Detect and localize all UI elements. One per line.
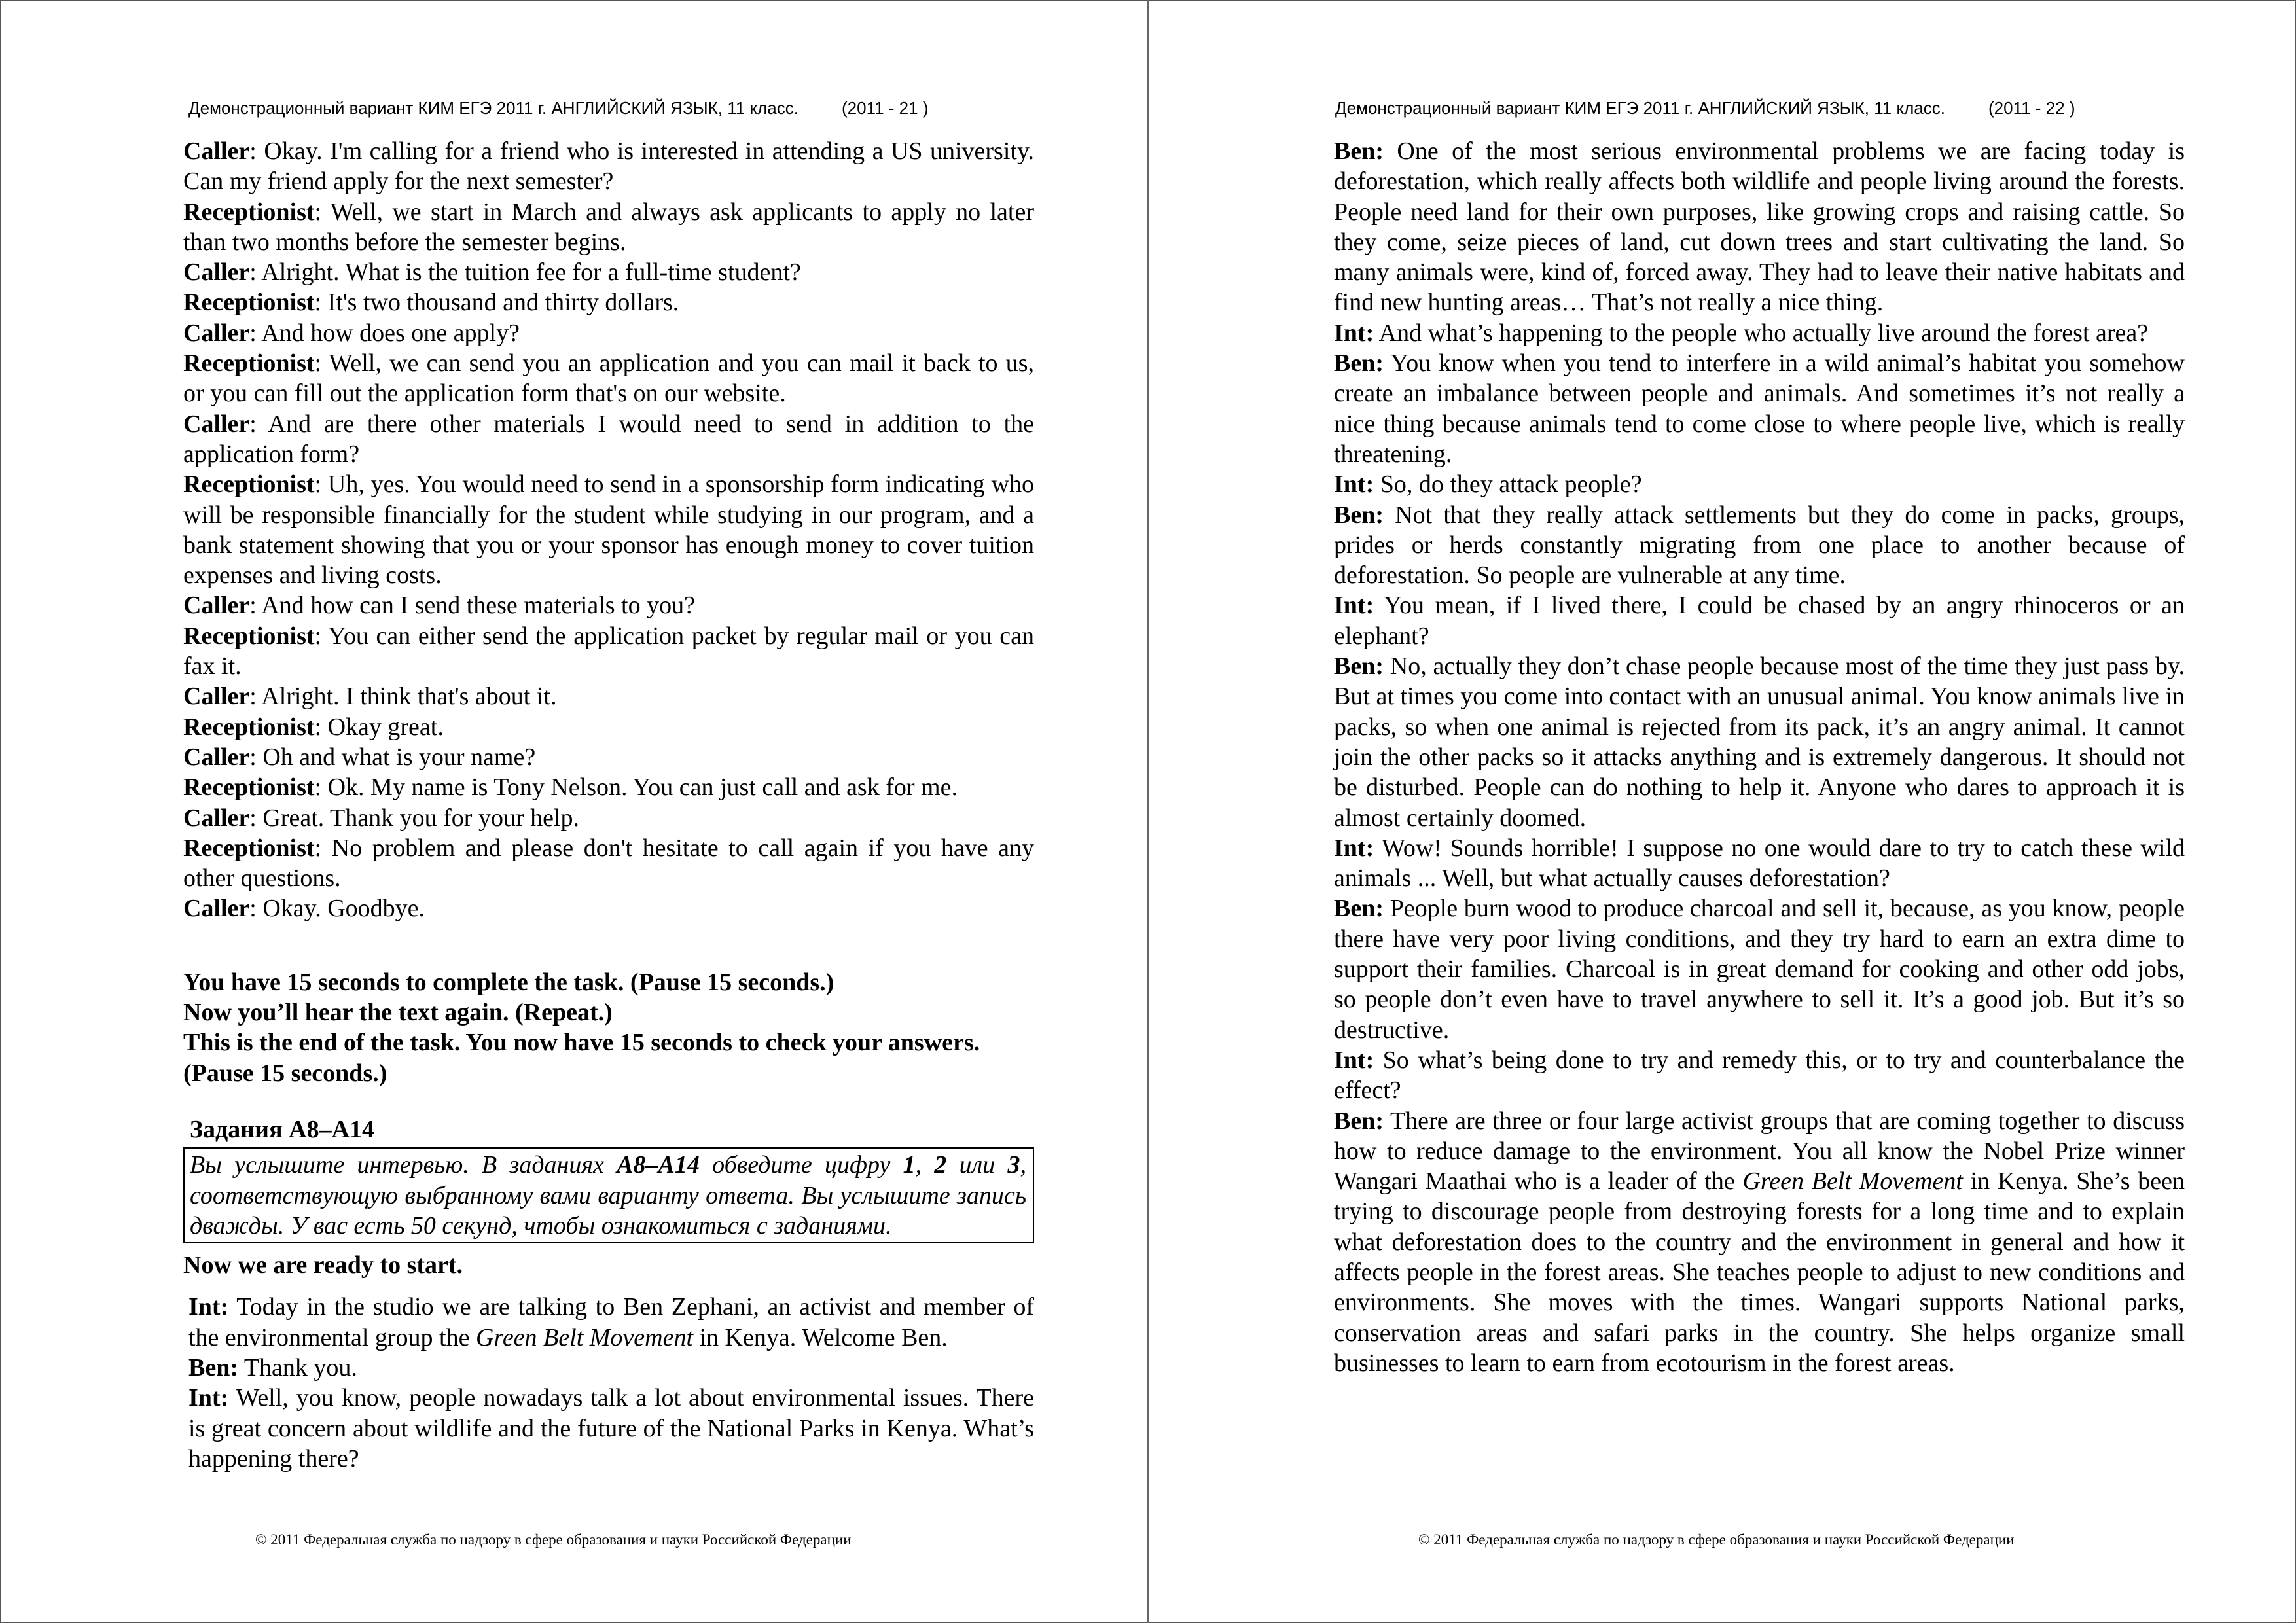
speaker: Ben: [1334, 895, 1384, 923]
speaker: Ben: [1334, 349, 1384, 378]
dialogue-line: Caller: Alright. I think that's about it. [183, 683, 557, 711]
speaker: Caller [183, 743, 250, 771]
page-header [1335, 98, 2075, 118]
speaker: Ben: [188, 1353, 238, 1382]
page-footer: © 2011 Федеральная служба по надзору в сфере образования и науки Российской Федерации [1418, 1531, 2015, 1548]
line-text: Great. Thank you for your help. [262, 804, 580, 832]
line-text: No problem and please don't hesitate to call again if you have any other questions. [183, 834, 1035, 893]
phone-dialogue [183, 136, 1034, 924]
line-text: Okay. I'm calling for a friend who is interested in attending a US university. Can my friend apply for the next semester? [183, 137, 1034, 196]
dialogue-line: Ben: Thank you. [188, 1353, 357, 1382]
speaker: Receptionist [183, 198, 315, 226]
dialogue-line: Int: You mean, if I lived there, I could be chased by an angry rhinoceros or an elephant? [1334, 592, 2185, 650]
speaker: Caller [183, 592, 250, 620]
instruction-line: You have 15 seconds to complete the task. (Pause 15 seconds.) [183, 968, 834, 996]
instruction-line: Now you’ll hear the text again. (Repeat.) [183, 999, 613, 1027]
line-text: And are there other materials I would need to send in addition to the application form? [183, 410, 1034, 468]
line-text: And how does one apply? [261, 319, 520, 347]
task-instruction-box: Вы услышите интервью. В заданиях A8–A14 обведите цифру 1, 2 или 3, соответствующую выбранному вами варианту ответа. Вы услышите запись дважды. У вас есть 50 секунд, чтобы ознакомиться с заданиями. [183, 1147, 1034, 1243]
dialogue-line: Receptionist: No problem and please don't hesitate to call again if you have any other questions. [183, 834, 1035, 893]
dialogue-line: Int: So, do they attack people? [1334, 471, 1642, 499]
speaker: Receptionist [183, 622, 315, 650]
audio-instructions [183, 967, 1034, 1088]
dialogue-line: Ben: Not that they really attack settlements but they do come in packs, groups, prides or herds constantly migrating from one place to another because of deforestation. So people are vulnerable at any time. [1334, 501, 2185, 590]
speaker: Receptionist [183, 774, 315, 802]
line-text: Alright. What is the tuition fee for a full-time student? [261, 259, 801, 287]
dialogue-line: Caller: And are there other materials I would need to send in addition to the application form? [183, 410, 1034, 468]
speaker: Caller [183, 319, 250, 347]
line-text: It's two thousand and thirty dollars. [327, 289, 679, 317]
page-number: (2011 - 21 ) [842, 98, 929, 118]
group-name: Green Belt Movement [1742, 1168, 1963, 1196]
dialogue-line: Caller: And how does one apply? [183, 319, 520, 347]
page-footer: © 2011 Федеральная служба по надзору в сфере образования и науки Российской Федерации [255, 1531, 852, 1548]
dialogue-line: Receptionist: It's two thousand and thirty dollars. [183, 289, 679, 317]
dialogue-line: Caller: And how can I send these materials to you? [183, 592, 695, 620]
page-21 [0, 0, 1147, 1623]
speaker: Int: [188, 1293, 229, 1321]
speaker: Ben: [1334, 652, 1384, 681]
header-title: Демонстрационный вариант КИМ ЕГЭ 2011 г. АНГЛИЙСКИЙ ЯЗЫК, 11 класс. [1335, 98, 1945, 118]
dialogue-line: Receptionist: Uh, yes. You would need to send in a sponsorship form indicating who will be responsible financially for the student while studying in our program, and a bank statement showing that you or your sponsor has enough money to cover tuition expenses and living costs. [183, 471, 1034, 590]
dialogue-line: Ben: One of the most serious environmental problems we are facing today is deforestation, which really affects both wildlife and people living around the forests. People need land for their own purposes, like growing crops and raising cattle. So they come, seize pieces of land, cut down trees and start cultivating the land. So many animals were, kind of, forced away. They had to leave their native habitats and find new hunting areas… That’s not really a nice thing. [1334, 137, 2185, 317]
speaker: Caller [183, 683, 250, 711]
line-text: Oh and what is your name? [262, 743, 536, 771]
speaker: Receptionist [183, 471, 315, 499]
dialogue-line: Ben: There are three or four large activist groups that are coming together to discuss how to reduce damage to the environment. You all know the Nobel Prize winner Wangari Maathai who is a leader of the Green Belt Movement in Kenya. She’s been trying to discourage people from destroying forests for a long time and to explain what deforestation does to the country and the environment in general and how it affects people in the forest areas. She teaches people to adjust to new conditions and environments. She moves with the times. Wangari supports National parks, conservation areas and safari parks in the country. She helps organize small businesses to learn to earn from ecotourism in the forest areas. [1334, 1107, 2185, 1377]
instruction-line: This is the end of the task. You now have 15 seconds to check your answers. (Pause 15 seconds.) [183, 1029, 980, 1087]
dialogue-line: Caller: Oh and what is your name? [183, 743, 536, 771]
speaker: Int: [188, 1384, 229, 1412]
line-text: Well, we can send you an application and you can mail it back to us, or you can fill out the application form that's on our website. [183, 349, 1034, 408]
ready-line: Now we are ready to start. [183, 1251, 463, 1279]
speaker: Receptionist [183, 834, 315, 862]
page-body [183, 136, 1034, 1474]
dialogue-line: Int: Well, you know, people nowadays talk a lot about environmental issues. There is great concern about wildlife and the future of the National Parks in Kenya. What’s happening there? [188, 1384, 1034, 1472]
speaker: Int: [1334, 834, 1374, 862]
speaker: Receptionist [183, 349, 315, 378]
line-text: Okay great. [327, 713, 444, 741]
speaker: Int: [1334, 592, 1374, 620]
dialogue-line: Caller: Alright. What is the tuition fee for a full-time student? [183, 259, 801, 287]
dialogue-line: Receptionist: Ok. My name is Tony Nelson. You can just call and ask for me. [183, 774, 958, 802]
speaker: Receptionist [183, 289, 315, 317]
line-text: Okay. Goodbye. [262, 895, 425, 923]
speaker: Receptionist [183, 713, 315, 741]
dialogue-line: Receptionist: Okay great. [183, 713, 444, 741]
dialogue-line: Int: And what’s happening to the people who actually live around the forest area? [1334, 319, 2149, 347]
dialogue-line: Ben: No, actually they don’t chase people because most of the time they just pass by. But at times you come into contact with an unusual animal. You know animals live in packs, so when one animal is rejected from its pack, it’s an angry animal. It cannot join the other packs so it attacks anything and is extremely dangerous. It should not be disturbed. People can do nothing to help it. Anyone who dares to approach it is almost certainly doomed. [1334, 652, 2185, 832]
line-text: Uh, yes. You would need to send in a sponsorship form indicating who will be responsible financially for the student while studying in our program, and a bank statement showing that you or your sponsor has enough money to cover tuition expenses and living costs. [183, 471, 1034, 590]
speaker: Int: [1334, 471, 1374, 499]
dialogue-line: Int: Wow! Sounds horrible! I suppose no one would dare to try to catch these wild animals ... Well, but what actually causes deforestation? [1334, 834, 2185, 893]
group-name: Green Belt Movement [476, 1323, 693, 1351]
line-text: You can either send the application packet by regular mail or you can fax it. [183, 622, 1034, 681]
dialogue-line: Receptionist: You can either send the application packet by regular mail or you can fax it. [183, 622, 1034, 681]
speaker: Caller [183, 895, 250, 923]
speaker: Caller [183, 804, 250, 832]
dialogue-line: Int: Today in the studio we are talking to Ben Zephani, an activist and member of the environmental group the Green Belt Movement in Kenya. Welcome Ben. [188, 1293, 1034, 1351]
line-text: And how can I send these materials to you? [261, 592, 695, 620]
speaker: Caller [183, 410, 250, 438]
dialogue-line: Receptionist: Well, we start in March and always ask applicants to apply no later than two months before the semester begins. [183, 198, 1034, 256]
page-22 [1149, 0, 2296, 1623]
speaker: Caller [183, 137, 250, 165]
dialogue-line: Ben: People burn wood to produce charcoal and sell it, because, as you know, people there have very poor living conditions, and they try hard to earn an extra dime to support their families. Charcoal is in great demand for cooking and other odd jobs, so people don’t even have to travel anywhere to sell it. It’s a good job. But it’s so destructive. [1334, 895, 2185, 1044]
line-text: Alright. I think that's about it. [261, 683, 557, 711]
speaker: Ben: [1334, 137, 1384, 165]
dialogue-line: Caller: Okay. Goodbye. [183, 895, 425, 923]
line-text: Ok. My name is Tony Nelson. You can just call and ask for me. [327, 774, 958, 802]
dialogue-line: Caller: Great. Thank you for your help. [183, 804, 580, 832]
speaker: Int: [1334, 1046, 1374, 1074]
header-title: Демонстрационный вариант КИМ ЕГЭ 2011 г. АНГЛИЙСКИЙ ЯЗЫК, 11 класс. [188, 98, 798, 118]
line-text: Well, we start in March and always ask applicants to apply no later than two months before the semester begins. [183, 198, 1034, 256]
dialogue-line: Receptionist: Well, we can send you an application and you can mail it back to us, or you can fill out the application form that's on our website. [183, 349, 1034, 408]
page-body [1334, 136, 2185, 1378]
dialogue-line: Int: So what’s being done to try and remedy this, or to try and counterbalance the effect? [1334, 1046, 2185, 1105]
speaker: Ben: [1334, 1107, 1384, 1135]
speaker: Caller [183, 259, 250, 287]
interview-dialogue [1334, 136, 2185, 1378]
speaker: Int: [1334, 319, 1374, 347]
section-title: Задания A8–A14 [190, 1115, 375, 1143]
interview-intro [188, 1292, 1034, 1474]
dialogue-line: Caller: Okay. I'm calling for a friend who is interested in attending a US university. Can my friend apply for the next semester? [183, 137, 1034, 196]
page-number: (2011 - 22 ) [1988, 98, 2075, 118]
speaker: Ben: [1334, 501, 1384, 529]
dialogue-line: Ben: You know when you tend to interfere in a wild animal’s habitat you somehow create an imbalance between people and animals. And sometimes it’s not really a nice thing because animals tend to come close to where people live, which is really threatening. [1334, 349, 2185, 468]
page-header [188, 98, 928, 118]
